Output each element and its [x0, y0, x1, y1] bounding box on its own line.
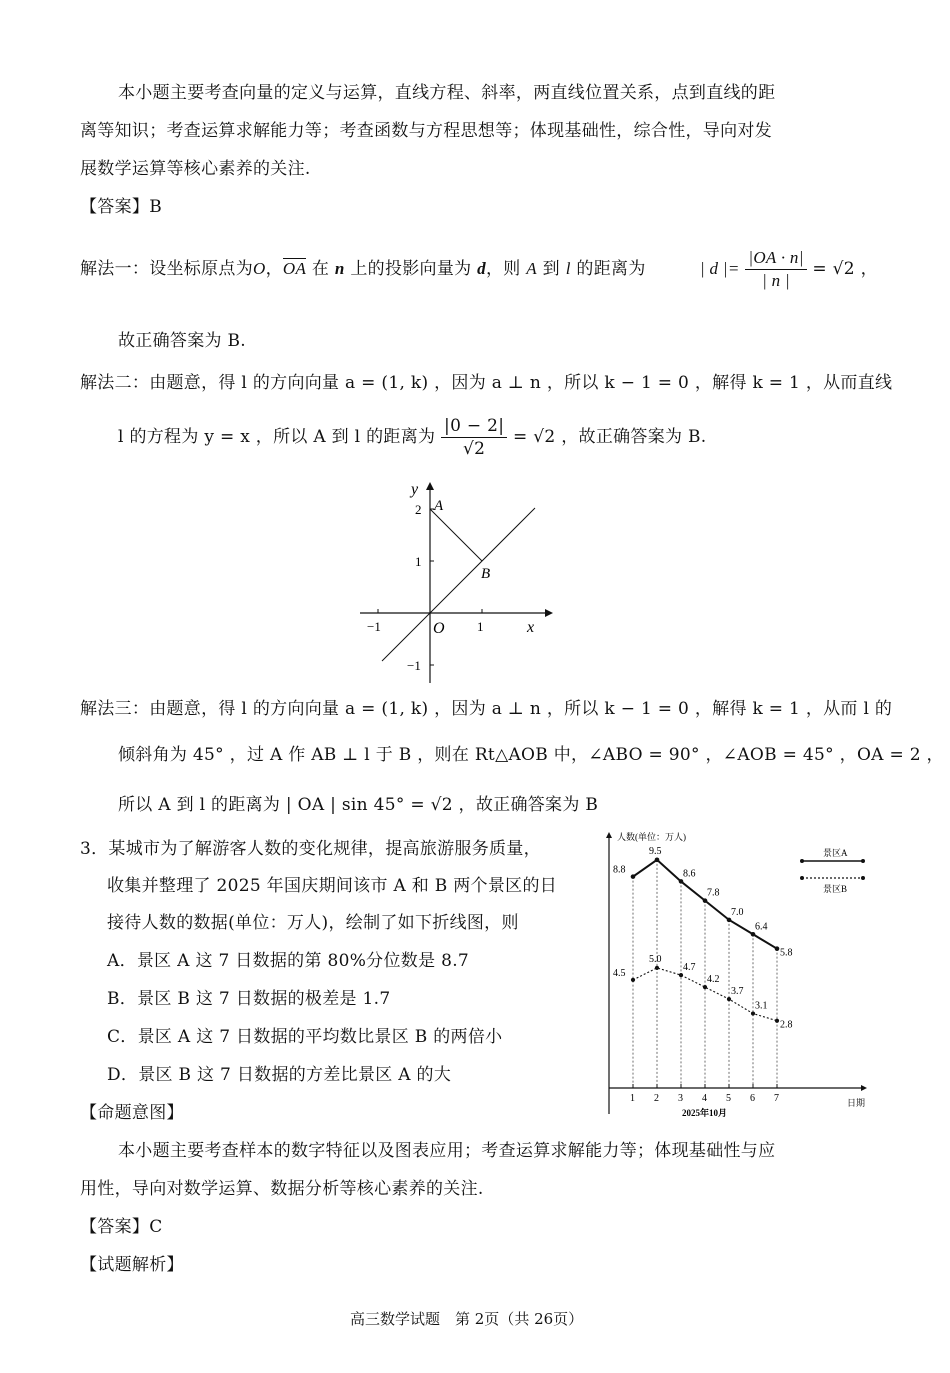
chart-data-label-A: 5.8	[780, 947, 793, 959]
chart-point-A	[655, 858, 660, 863]
method2-line-1: 解法二：由题意，得 l 的方向向量 a = (1, k) ，因为 a ⊥ n ，所以 k − 1 = 0 ，解得 k = 1 ，从而直线	[80, 373, 893, 393]
chart-data-label-B: 3.1	[755, 1000, 768, 1012]
intent-line-2: 用性，导向对数学运算、数据分析等核心素养的关注.	[80, 1179, 484, 1199]
chart-point-B	[631, 978, 635, 982]
chart-data-label-B: 3.7	[731, 986, 744, 998]
chart-data-label-B: 5.0	[649, 953, 662, 965]
chart-data-label-A: 8.6	[683, 868, 696, 880]
point-B-label: B	[481, 566, 491, 582]
chart-x-tick-label: 5	[726, 1093, 731, 1104]
chart-point-A	[631, 874, 636, 879]
segment-AB	[430, 509, 482, 561]
chart-x-tick-label: 6	[750, 1093, 755, 1104]
chart-x-tick-label: 2	[654, 1093, 659, 1104]
x-label: x	[527, 619, 535, 636]
chart-data-label-A: 7.8	[707, 887, 720, 899]
chart-point-A	[703, 898, 708, 903]
legend-B-marker-left	[800, 876, 804, 880]
method1-line-2: 故正确答案为 B.	[118, 331, 246, 351]
visitors-line-chart	[595, 828, 875, 1123]
method3-line-3: 所以 A 到 l 的距离为 | OA | sin 45° = √2 ，故正确答案为 B	[118, 795, 599, 815]
page-footer: 高三数学试题 第 2页（共 26页）	[350, 1310, 584, 1328]
chart-point-B	[751, 1011, 755, 1015]
q3-line-2: 收集并整理了 2025 年国庆期间该市 A 和 B 两个景区的日	[107, 876, 558, 896]
chart-x-tick-label: 4	[702, 1093, 707, 1104]
chart-data-label-A: 7.0	[731, 906, 744, 918]
q3-line-1: 3．某城市为了解游客人数的变化规律，提高旅游服务质量，	[80, 839, 541, 859]
coordinate-graph	[355, 478, 555, 688]
chart-data-label-A: 9.5	[649, 845, 662, 857]
legend-B-marker-right	[861, 876, 865, 880]
intent-title: 【命题意图】	[80, 1103, 184, 1123]
chart-data-label-B: 4.2	[707, 974, 720, 986]
point-A-label: A	[434, 498, 444, 514]
method3-line-2: 倾斜角为 45° ，过 A 作 AB ⊥ l 于 B ，则在 Rt△AOB 中，∠ABO = 90° ，∠AOB = 45° ，OA = 2 ，	[118, 745, 944, 765]
tick-label-ym1: −1	[407, 658, 421, 673]
answer-label: 【答案】B	[80, 197, 162, 217]
chart-series-A-line	[633, 860, 777, 949]
chart-data-label-A: 8.8	[613, 864, 626, 876]
q3-option-B: B．景区 B 这 7 日数据的极差是 1.7	[107, 989, 391, 1009]
method3-line-1: 解法三：由题意，得 l 的方向向量 a = (1, k) ，因为 a ⊥ n ，所以 k − 1 = 0 ，解得 k = 1 ，从而 l 的	[80, 699, 893, 719]
chart-data-label-A: 6.4	[755, 921, 768, 933]
legend-A-label: 景区A	[823, 848, 848, 858]
q3-line-3: 接待人数的数据(单位：万人)，绘制了如下折线图，则	[107, 913, 519, 933]
chart-x-tick-label: 7	[774, 1093, 779, 1104]
chart-x-tick-label: 3	[678, 1093, 683, 1104]
chart-point-B	[655, 966, 659, 970]
x-axis-arrow	[545, 609, 553, 617]
legend-A-marker-right	[861, 859, 865, 863]
chart-point-A	[727, 918, 732, 923]
chart-data-label-B: 4.7	[683, 962, 696, 974]
intro-line-3: 展数学运算等核心素养的关注.	[80, 159, 311, 179]
intro-line-1: 本小题主要考查向量的定义与运算，直线方程、斜率，两直线位置关系，点到直线的距	[118, 83, 776, 103]
legend-A-marker-left	[800, 859, 804, 863]
chart-point-B	[679, 973, 683, 977]
distance-fraction: $\frac{|OA \cdot n|}{| n |}$	[745, 247, 806, 292]
chart-x-tick-label: 1	[630, 1093, 635, 1104]
answer2-label: 【答案】C	[80, 1217, 163, 1237]
legend-B-label: 景区B	[823, 884, 848, 894]
chart-point-B	[727, 997, 731, 1001]
analysis-title: 【试题解析】	[80, 1255, 184, 1275]
chart-data-label-B: 4.5	[613, 967, 626, 979]
method2-fraction: $\frac{|0 - 2|}{√2}$	[441, 415, 507, 460]
tick-label-xm1: −1	[367, 619, 381, 634]
q3-option-C: C．景区 A 这 7 日数据的平均数比景区 B 的两倍小	[107, 1027, 503, 1047]
method1-line-1: 解法一：设坐标原点为O，OA 在 n 上的投影向量为 d，则 A 到 l 的距离为	[80, 259, 646, 279]
chart-data-label-B: 2.8	[780, 1019, 793, 1031]
method1-formula: | d |= $\frac{|OA \cdot n|}{| n |}$ = √2 ，	[700, 248, 878, 290]
tick-label-y1: 1	[415, 554, 422, 569]
chart-x-axis-arrow	[861, 1085, 867, 1091]
tick-label-y2: 2	[415, 502, 422, 517]
chart-point-A	[775, 946, 780, 951]
chart-xsublabel: 2025年10月	[682, 1108, 728, 1118]
line-l	[382, 508, 535, 661]
intent-line-1: 本小题主要考查样本的数字特征以及图表应用；考查运算求解能力等；体现基础性与应	[118, 1141, 776, 1161]
q3-option-D: D．景区 B 这 7 日数据的方差比景区 A 的大	[107, 1065, 452, 1085]
intro-line-2: 离等知识；考查运算求解能力等；考查函数与方程思想等；体现基础性，综合性，导向对发	[80, 121, 772, 141]
chart-point-A	[751, 932, 756, 937]
y-label: y	[411, 481, 419, 498]
chart-ylabel: 人数(单位：万人)	[617, 832, 686, 842]
tick-label-x1: 1	[477, 619, 484, 634]
y-axis-arrow	[426, 482, 434, 490]
q3-option-A: A．景区 A 这 7 日数据的第 80%分位数是 8.7	[107, 951, 470, 971]
origin-label: O	[433, 620, 445, 637]
method2-line-2: l 的方程为 y = x ，所以 A 到 l 的距离为 $\frac{|0 - 2|}{√2}$ = √2 ，故正确答案为 B.	[118, 416, 707, 459]
chart-point-B	[703, 985, 707, 989]
chart-y-axis-arrow	[606, 832, 612, 838]
chart-point-B	[775, 1019, 779, 1023]
chart-xlabel: 日期	[847, 1098, 866, 1108]
chart-point-A	[679, 879, 684, 884]
